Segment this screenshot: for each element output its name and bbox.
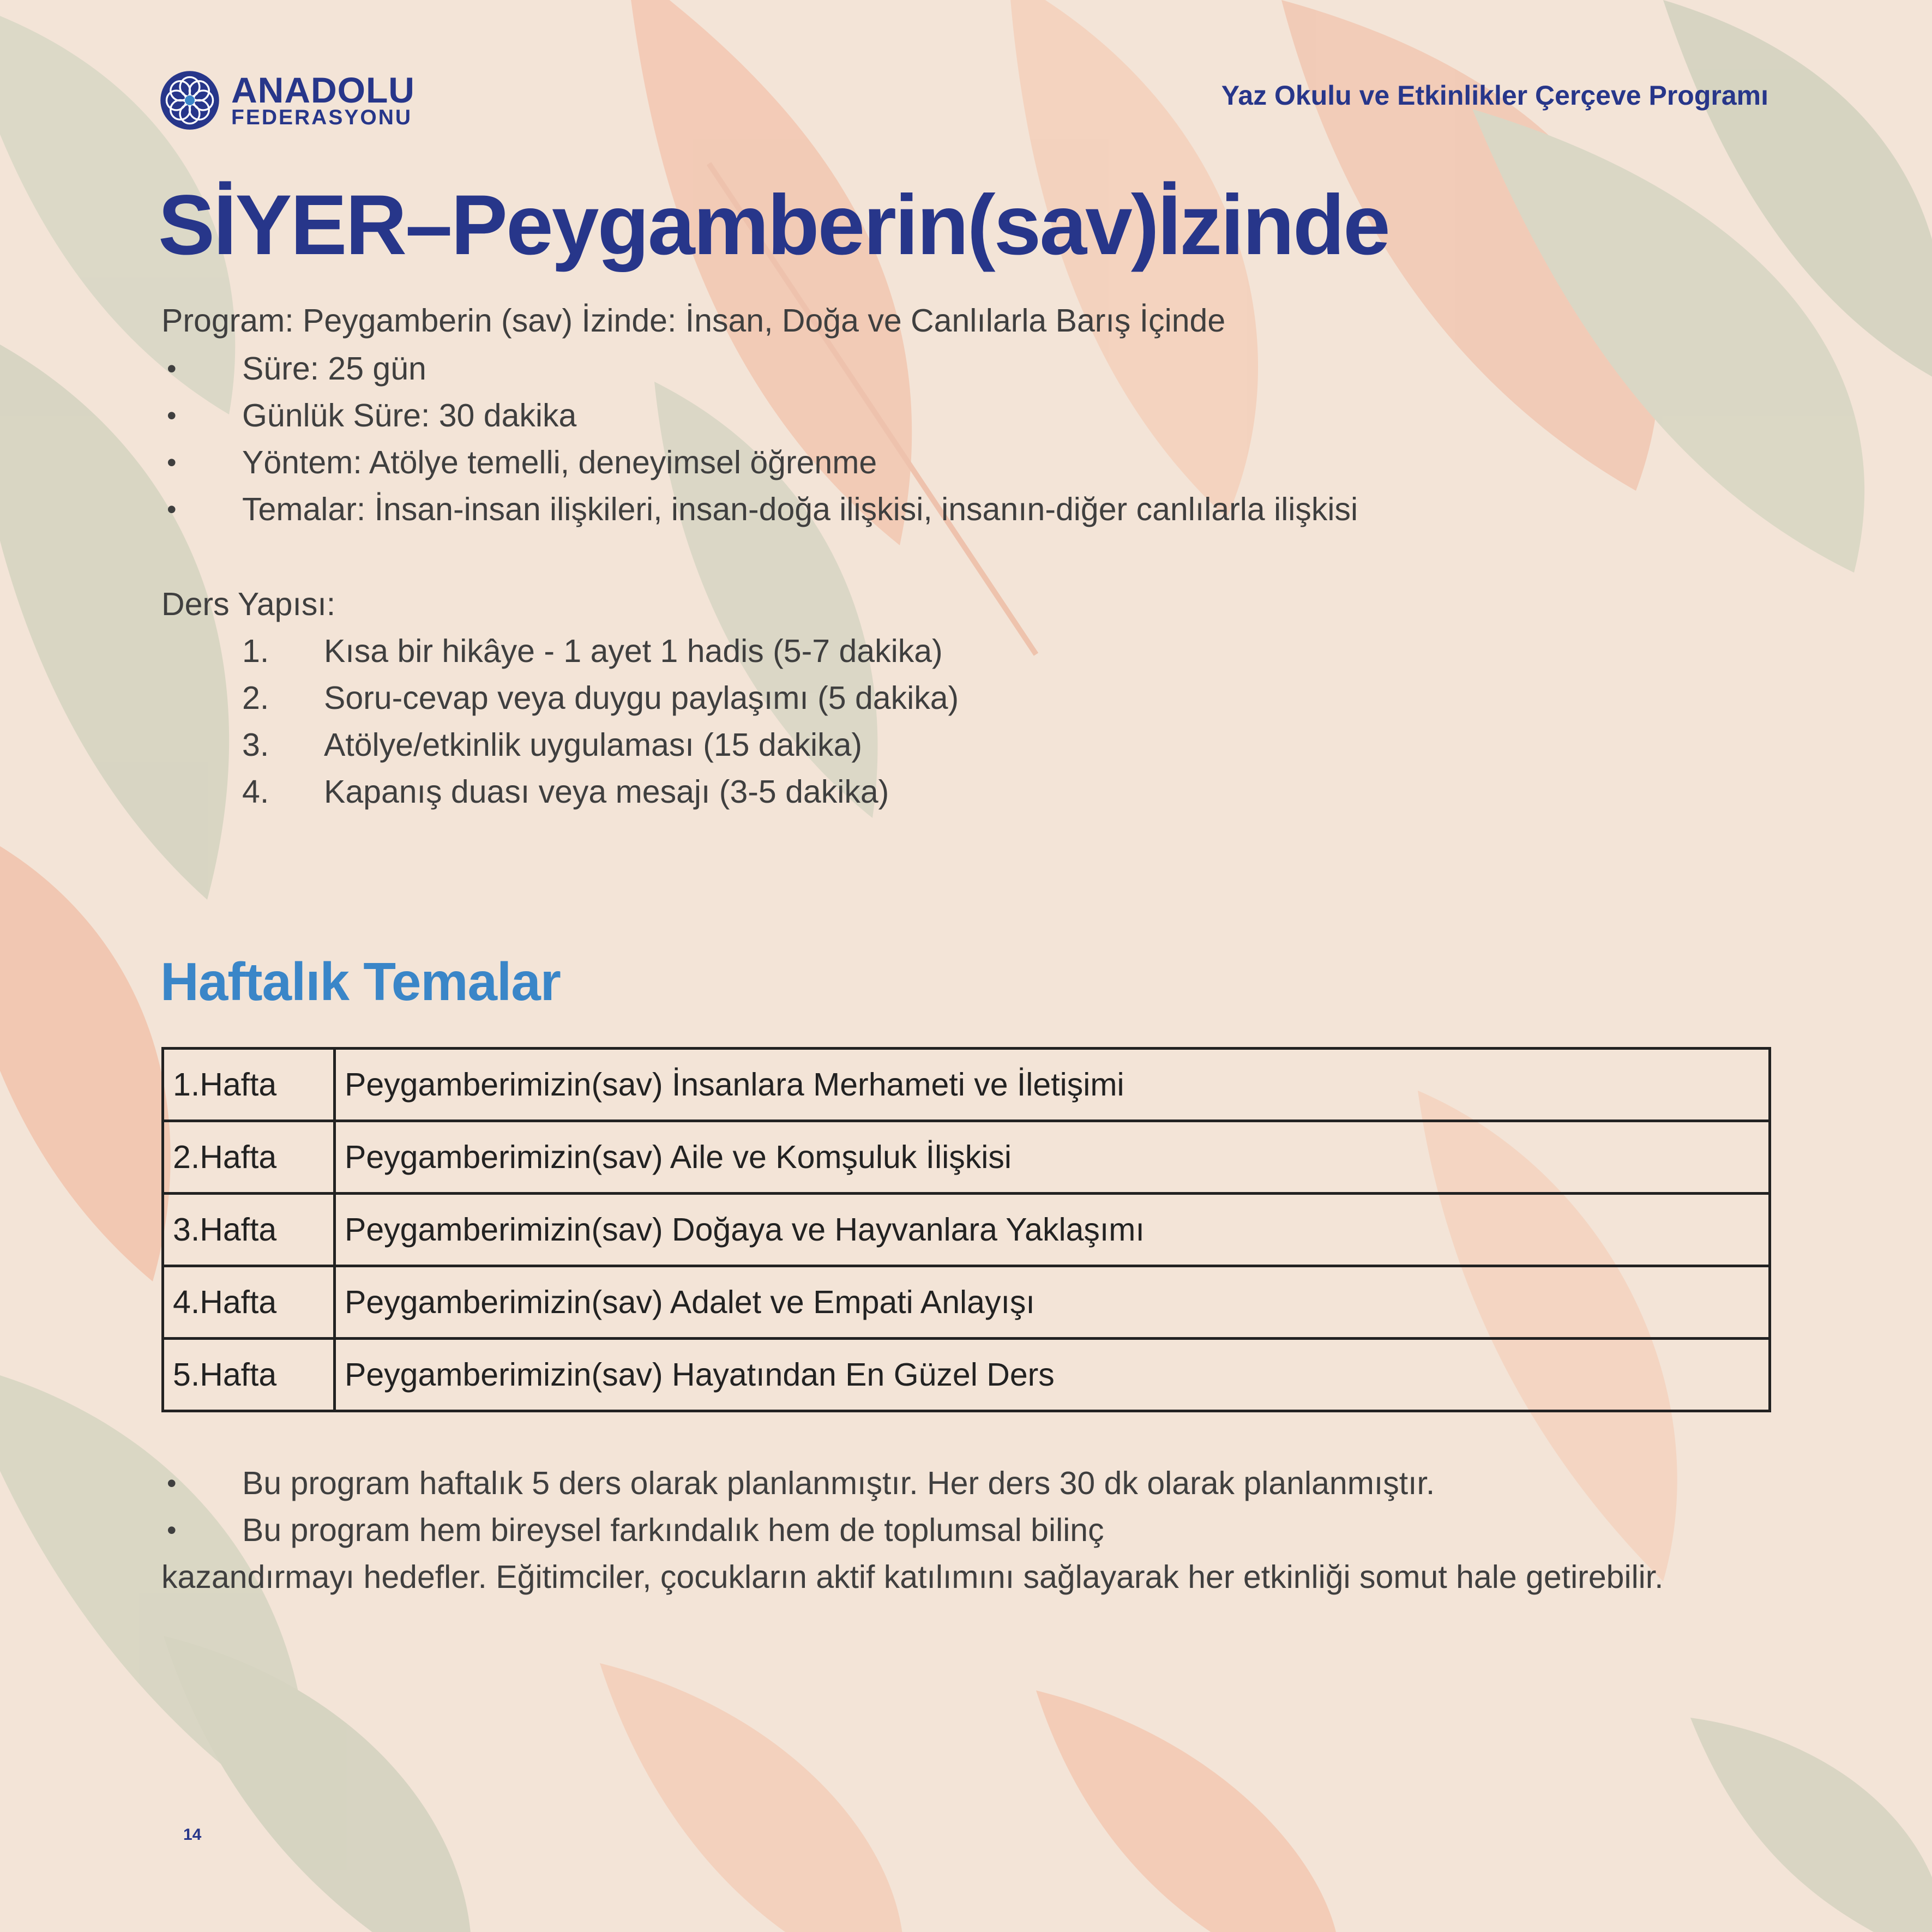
step-text: Kısa bir hikâye - 1 ayet 1 hadis (5-7 dakika) [324, 633, 943, 669]
table-row [163, 1049, 1770, 1121]
step-text: Kapanış duası veya mesajı (3-5 dakika) [324, 774, 889, 810]
note-continuation: kazandırmayı hedefler. Eğitimciler, çocukların aktif katılımını sağlayarak her etkinliği somut hale getirebilir. [161, 1559, 1664, 1595]
theme-cell: Peygamberimizin(sav) Hayatından En Güzel Ders [335, 1339, 1770, 1411]
bullet-glyph: • [167, 1468, 177, 1498]
week-cell: 3.Hafta [163, 1194, 335, 1266]
info-item: Günlük Süre: 30 dakika [242, 398, 577, 434]
program-line: Program: Peygamberin (sav) İzinde: İnsan, Doğa ve Canlılarla Barış İçinde [161, 303, 1226, 339]
theme-cell: Peygamberimizin(sav) Doğaya ve Hayvanlara Yaklaşımı [335, 1194, 1770, 1266]
header-title: Yaz Okulu ve Etkinlikler Çerçeve Programı [1221, 80, 1768, 111]
bullet-glyph: • [167, 1515, 177, 1545]
note-item: Bu program haftalık 5 ders olarak planlanmıştır. Her ders 30 dk olarak planlanmıştır. [242, 1465, 1435, 1501]
week-cell: 2.Hafta [163, 1121, 335, 1194]
logo-flower-icon [159, 70, 220, 131]
step-number: 2. [242, 680, 269, 716]
table-row [163, 1339, 1770, 1411]
federation-logo [159, 70, 415, 131]
step-number: 3. [242, 727, 269, 763]
step-text: Atölye/etkinlik uygulaması (15 dakika) [324, 727, 863, 763]
bullet-glyph: • [167, 353, 177, 384]
page-number: 14 [183, 1826, 202, 1844]
table-row [163, 1121, 1770, 1194]
note-item: Bu program hem bireysel farkındalık hem de toplumsal bilinç [242, 1512, 1104, 1548]
logo-name: ANADOLU [231, 70, 415, 110]
info-item: Süre: 25 gün [242, 351, 426, 387]
theme-cell: Peygamberimizin(sav) İnsanlara Merhameti ve İletişimi [335, 1049, 1770, 1121]
step-text: Soru-cevap veya duygu paylaşımı (5 dakika) [324, 680, 959, 716]
table-row [163, 1194, 1770, 1266]
logo-subtitle: FEDERASYONU [231, 106, 413, 129]
step-number: 1. [242, 633, 269, 669]
step-number: 4. [242, 774, 269, 810]
weekly-themes-title: Haftalık Temalar [160, 952, 561, 1012]
weekly-themes-table [161, 1047, 1771, 1412]
bullet-glyph: • [167, 494, 177, 525]
theme-cell: Peygamberimizin(sav) Adalet ve Empati Anlayışı [335, 1266, 1770, 1339]
week-cell: 5.Hafta [163, 1339, 335, 1411]
page-title: SİYER–Peygamberin(sav)İzinde [158, 178, 1389, 273]
week-cell: 4.Hafta [163, 1266, 335, 1339]
info-item: Temalar: İnsan-insan ilişkileri, insan-doğa ilişkisi, insanın-diğer canlılarla ilişkisi [242, 491, 1358, 527]
bullet-glyph: • [167, 447, 177, 478]
table-row [163, 1266, 1770, 1339]
theme-cell: Peygamberimizin(sav) Aile ve Komşuluk İlişkisi [335, 1121, 1770, 1194]
week-cell: 1.Hafta [163, 1049, 335, 1121]
lesson-structure-heading: Ders Yapısı: [161, 586, 336, 622]
bullet-glyph: • [167, 400, 177, 431]
info-item: Yöntem: Atölye temelli, deneyimsel öğrenme [242, 444, 877, 480]
